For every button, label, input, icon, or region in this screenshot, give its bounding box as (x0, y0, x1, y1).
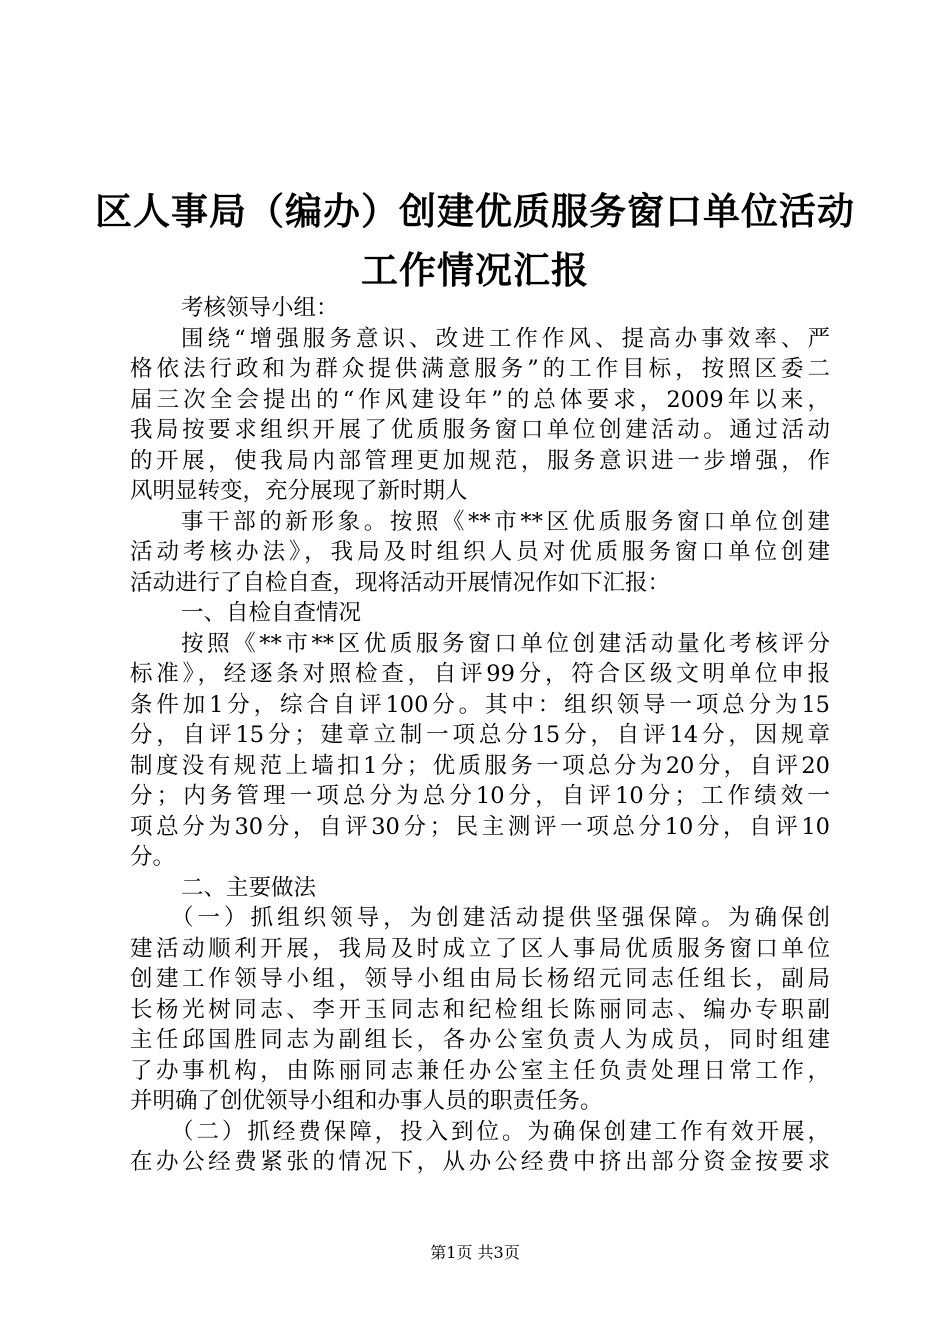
paragraph-line: 届三次全会提出的“作风建设年”的总体要求，2009年以来， (130, 386, 830, 413)
section-heading: 一、自检自查情况 (181, 600, 362, 626)
document-title-line-1: 区人事局（编办）创建优质服务窗口单位活动 (95, 189, 855, 233)
page-footer: 第1页 共3页 (430, 1243, 520, 1262)
paragraph-line: 风明显转变，充分展现了新时期人 (130, 478, 468, 504)
paragraph-line: 事干部的新形象。按照《**市**区优质服务窗口单位创建 (181, 508, 830, 535)
document-title-line-2: 工作情况汇报 (361, 248, 589, 292)
paragraph-line: 的开展，使我局内部管理更加规范，服务意识进一步增强，作 (130, 447, 830, 474)
paragraph-line: 并明确了创优领导小组和办事人员的职责任务。 (130, 1088, 603, 1114)
paragraph-line: 分，自评15分；建章立制一项总分15分，自评14分，因规章 (130, 722, 830, 748)
paragraph-line: 建活动顺利开展，我局及时成立了区人事局优质服务窗口单位 (130, 935, 830, 962)
paragraph-line: 按照《**市**区优质服务窗口单位创建活动量化考核评分 (181, 630, 830, 657)
paragraph-line: 格依法行政和为群众提供满意服务”的工作目标，按照区委二 (130, 356, 830, 382)
salutation-line: 考核领导小组： (181, 295, 339, 321)
paragraph-line: （一）抓组织领导，为创建活动提供坚强保障。为确保创 (171, 905, 830, 931)
paragraph-line: 项总分为30分，自评30分；民主测评一项总分10分，自评10 (130, 813, 830, 840)
paragraph-line: 了办事机构，由陈丽同志兼任办公室主任负责处理日常工作， (130, 1057, 830, 1084)
paragraph-line: （二）抓经费保障，投入到位。为确保创建工作有效开展， (171, 1118, 830, 1145)
paragraph-line: 分；内务管理一项总分为总分10分，自评10分；工作绩效一 (130, 783, 830, 809)
paragraph-line: 长杨光树同志、李开玉同志和纪检组长陈丽同志、编办专职副 (130, 996, 830, 1023)
paragraph-line: 我局按要求组织开展了优质服务窗口单位创建活动。通过活动 (130, 417, 830, 443)
paragraph-line: 创建工作领导小组，领导小组由局长杨绍元同志任组长，副局 (130, 966, 830, 992)
document-body (130, 293, 830, 1178)
paragraph-line: 制度没有规范上墙扣1分；优质服务一项总分为20分，自评20 (130, 752, 830, 779)
paragraph-line: 主任邱国胜同志为副组长，各办公室负责人为成员，同时组建 (130, 1027, 830, 1053)
paragraph-line: 分。 (130, 844, 176, 870)
paragraph-line: 活动进行了自检自查，现将活动开展情况作如下汇报： (130, 569, 671, 596)
section-heading: 二、主要做法 (181, 874, 317, 901)
paragraph-line: 活动考核办法》，我局及时组织人员对优质服务窗口单位创建 (130, 539, 830, 565)
paragraph-line: 条件加1分，综合自评100分。其中：组织领导一项总分为15 (130, 691, 830, 718)
paragraph-line: 在办公经费紧张的情况下，从办公经费中挤出部分资金按要求 (130, 1149, 830, 1175)
paragraph-line: 标准》，经逐条对照检查，自评99分，符合区级文明单位申报 (130, 661, 830, 687)
paragraph-line: 围绕“增强服务意识、改进工作作风、提高办事效率、严 (181, 325, 830, 352)
